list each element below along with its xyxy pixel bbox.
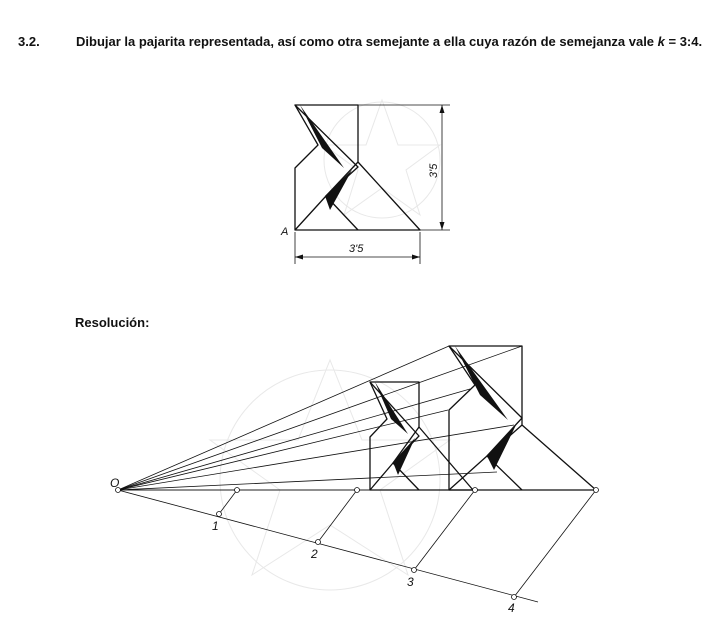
division-label-3: 3 — [407, 575, 414, 589]
parallel-2 — [318, 490, 357, 542]
background-watermark — [210, 100, 450, 590]
shadow-lower — [325, 170, 352, 210]
bird-figure — [295, 105, 420, 230]
resolution-heading: Resolución: — [75, 315, 150, 330]
origin-label: O — [110, 476, 120, 490]
large-bird-figure — [449, 346, 596, 490]
parallel-4 — [514, 490, 596, 597]
division-label-1: 1 — [212, 519, 219, 533]
ray — [118, 346, 522, 490]
division-label-2: 2 — [311, 547, 318, 561]
statement-suffix: = 3:4. — [664, 34, 702, 49]
parallel-3 — [414, 490, 475, 570]
shadow-upper — [300, 105, 344, 168]
division-line — [118, 490, 538, 602]
resolution-construction — [118, 346, 596, 602]
exercise-number: 3.2. — [18, 34, 40, 49]
statement-prefix: Dibujar la pajarita representada, así como otra semejante a ella cuya razón de semejanza vale — [76, 34, 658, 49]
point-a-label: A — [281, 226, 289, 238]
construction-points — [116, 488, 599, 600]
height-dimension-label: 3'5 — [428, 163, 440, 178]
parallel-1 — [219, 490, 237, 514]
division-label-4: 4 — [508, 601, 515, 615]
width-dimension-label: 3'5 — [349, 243, 364, 255]
dimension-lines — [295, 105, 450, 264]
k-symbol: k — [657, 34, 665, 49]
